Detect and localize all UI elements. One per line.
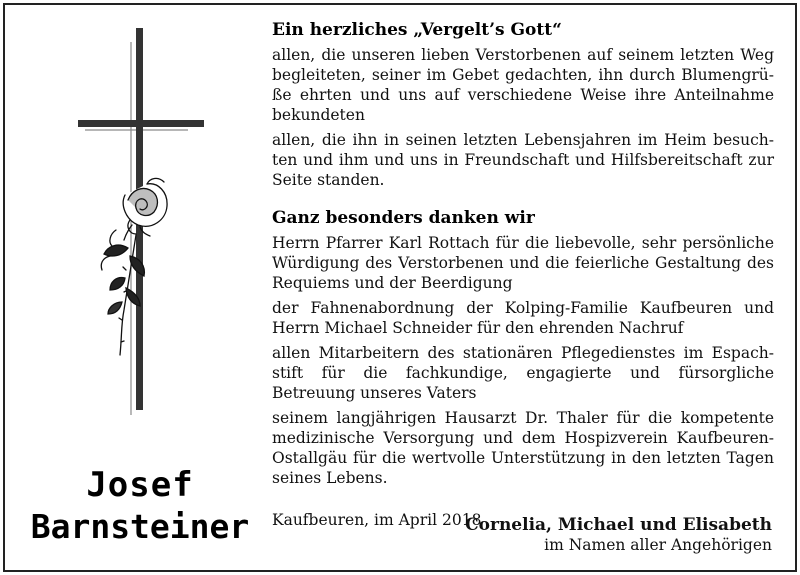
section2-paragraph-4: seinem langjährigen Hausarzt Dr. Thaler für die kompetente medizinische Versorgung und dem Hospizverein Kaufbeuren-Ostallgäu für die wertvolle Unterstützung in den letzten Tagen seines Lebens. xyxy=(272,409,774,487)
section1-paragraph-2: allen, die ihn in seinen letzten Lebensjahren im Heim besuch-ten und ihm und uns in Freundschaft und Hilfsbereitschaft zur Seite standen. xyxy=(272,131,774,189)
place-date: Kaufbeuren, im April 2018 xyxy=(272,511,482,529)
section2-heading: Ganz besonders danken wir xyxy=(272,208,535,228)
deceased-first-name: Josef xyxy=(86,465,194,505)
section2-paragraph-1: Herrn Pfarrer Karl Rottach für die liebevolle, sehr persönliche Würdigung des Verstorbenen und die feierliche Gestaltung des Requiems und der Beerdigung xyxy=(272,234,774,292)
section2-paragraph-2: der Fahnenabordnung der Kolping-Familie Kaufbeuren und Herrn Michael Schneider für den ehrenden Nachruf xyxy=(272,299,774,337)
signature-subtitle: im Namen aller Angehörigen xyxy=(544,536,772,554)
section1-paragraph-1: allen, die unseren lieben Verstorbenen auf seinem letzten Weg begleiteten, seiner im Gebet gedachten, ihn durch Blumengrü-ße ehrten und uns auf verschiedene Weise ihre Anteilnahme bekundeten xyxy=(272,46,774,124)
signature-block xyxy=(465,515,772,555)
thanks-text xyxy=(272,20,774,530)
section1-heading: Ein herzliches „Vergelt’s Gott“ xyxy=(272,20,562,40)
signature-names: Cornelia, Michael und Elisabeth xyxy=(465,515,772,535)
deceased-last-name: Barnsteiner xyxy=(30,507,250,546)
section2-paragraph-3: allen Mitarbeitern des stationären Pflegedienstes im Espach-stift für die fachkundige, engagierte und fürsorgliche Betreuung unseres Vaters xyxy=(272,344,774,402)
cross-and-rose-illustration xyxy=(70,20,210,440)
section2 xyxy=(272,208,774,488)
rose-icon xyxy=(101,178,167,355)
